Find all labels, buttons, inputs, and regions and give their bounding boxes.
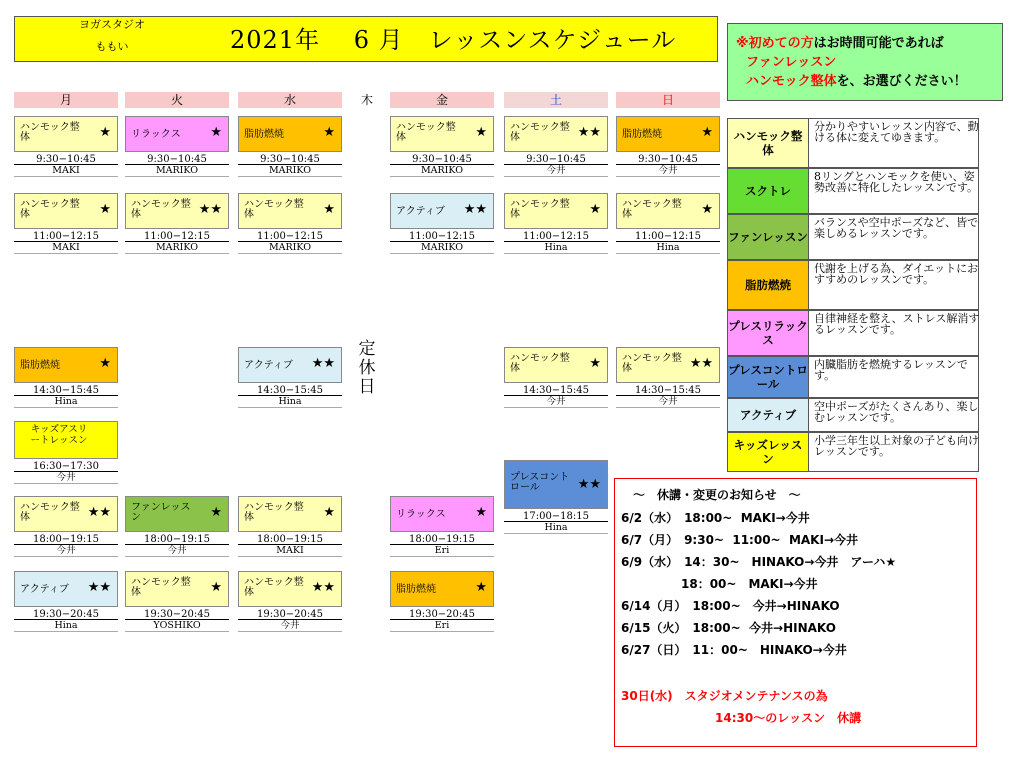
lesson-time: 14:30−15:45 (14, 385, 118, 396)
desc-text: バランスや空中ポーズなど、皆で楽しめるレッスンです。 (814, 216, 979, 240)
change-line: 6/7（月） 9:30~ 11:00~ MAKI→今井 (621, 533, 858, 547)
lesson-instructor: MAKI (14, 166, 118, 177)
notice-fan-lesson: ファンレッスン (746, 55, 837, 70)
desc-row-relax (727, 310, 979, 356)
lesson-time: 9:30−10:45 (504, 154, 608, 165)
lesson-name: ハンモック整体 (510, 199, 570, 220)
maintenance-line: 30日(水) スタジオメンテナンスの為 (621, 689, 828, 703)
star-icon: ★ (99, 202, 111, 217)
star-icon: ★★ (87, 580, 111, 595)
desc-text: 8リングとハンモックを使い、姿勢改善に特化したレッスンです。 (814, 170, 979, 194)
day-header-fri: 金 (390, 92, 494, 108)
lesson-instructor: MARIKO (390, 243, 494, 254)
lesson-time: 11:00−12:15 (14, 231, 118, 242)
lesson-name: ハンモック整体 (20, 122, 80, 143)
star-icon: ★ (701, 202, 713, 217)
desc-row-sukutore (727, 168, 979, 214)
star-icon: ★★ (87, 505, 111, 520)
lesson-name: ハンモック整体 (20, 502, 80, 523)
closed-day-label: 定休日 (358, 339, 376, 397)
change-line: 6/15（火） 18:00~ 今井→HINAKO (621, 621, 836, 635)
lesson-instructor: MARIKO (390, 166, 494, 177)
lesson-instructor: Hina (14, 621, 118, 632)
star-icon: ★★ (577, 477, 601, 492)
lesson-instructor: Hina (238, 397, 342, 408)
lesson-time: 9:30−10:45 (14, 154, 118, 165)
star-icon: ★★ (198, 202, 222, 217)
desc-label: アクティブ (728, 399, 809, 431)
star-icon: ★★ (577, 125, 601, 140)
star-icon: ★ (475, 125, 487, 140)
star-icon: ★ (475, 580, 487, 595)
star-icon: ★★ (689, 356, 713, 371)
star-icon: ★ (323, 125, 335, 140)
change-line: 18：00~ MAKI→今井 (621, 577, 818, 591)
lesson-name: ハンモック整体 (244, 502, 304, 523)
lesson-instructor: MARIKO (125, 243, 229, 254)
lesson-time: 9:30−10:45 (390, 154, 494, 165)
star-icon: ★ (701, 125, 713, 140)
lesson-instructor: 今井 (616, 166, 720, 177)
lesson-time: 14:30−15:45 (616, 385, 720, 396)
change-line: 6/9（水） 14：30~ HINAKO→今井 アーハ★ (621, 555, 897, 569)
star-icon: ★ (210, 505, 222, 520)
lesson-time: 19:30−20:45 (14, 609, 118, 620)
lesson-time: 9:30−10:45 (125, 154, 229, 165)
desc-label: プレスリラックス (728, 311, 809, 355)
star-icon: ★ (589, 356, 601, 371)
lesson-name: ハンモック整体 (244, 199, 304, 220)
lesson-name: アクティブ (396, 206, 445, 217)
day-header-wed: 水 (238, 92, 342, 108)
notice-text-end: を、お選びください！ (836, 74, 967, 89)
lesson-name: ハンモック整体 (622, 199, 682, 220)
lesson-instructor: 今井 (14, 546, 118, 557)
lesson-instructor: 今井 (125, 546, 229, 557)
lesson-name: キッズアスリートレッスン (30, 424, 88, 446)
star-icon: ★ (589, 202, 601, 217)
lesson-name: ハンモック整体 (396, 122, 456, 143)
lesson-name: ハンモック整体 (244, 577, 304, 598)
lesson-time: 18:00−19:15 (125, 534, 229, 545)
lesson-time: 9:30−10:45 (616, 154, 720, 165)
lesson-name: ファンレッスン (131, 502, 191, 523)
desc-label: スクトレ (728, 169, 809, 213)
day-header-thu: 木 (360, 93, 373, 107)
studio-name: ヨガスタジオ (79, 18, 145, 31)
desc-row-hammock (727, 118, 979, 168)
lesson-instructor: MARIKO (238, 243, 342, 254)
desc-row-active (727, 398, 979, 432)
day-header-sat: 土 (504, 92, 608, 108)
desc-text: 自律神経を整え、ストレス解消するレッスンです。 (814, 312, 980, 336)
lesson-instructor: Hina (504, 523, 608, 534)
star-icon: ★ (210, 580, 222, 595)
lesson-instructor: MAKI (238, 546, 342, 557)
lesson-time: 11:00−12:15 (616, 231, 720, 242)
lesson-name: ハンモック整体 (622, 353, 682, 374)
star-icon: ★ (475, 505, 487, 520)
lesson-time: 11:00−12:15 (238, 231, 342, 242)
lesson-instructor: Eri (390, 546, 494, 557)
change-line: 6/14（月） 18:00~ 今井→HINAKO (621, 599, 840, 613)
lesson-name: ハンモック整体 (131, 199, 191, 220)
desc-text: 分かりやすいレッスン内容で、動ける体に変えてゆきます。 (814, 120, 979, 144)
desc-text: 代謝を上げる為、ダイエットにおすすめのレッスンです。 (814, 262, 979, 286)
notice-text: はお時間可能であれば (813, 36, 944, 51)
desc-text: 小学三年生以上対象の子ども向けレッスンです。 (814, 434, 979, 458)
desc-row-fat (727, 260, 979, 310)
lesson-instructor: Hina (14, 397, 118, 408)
desc-row-kids (727, 432, 979, 472)
lesson-name: ハンモック整体 (510, 122, 570, 143)
lesson-name: リラックス (396, 509, 446, 520)
lesson-time: 19:30−20:45 (238, 609, 342, 620)
lesson-time: 14:30−15:45 (504, 385, 608, 396)
lesson-instructor: Hina (504, 243, 608, 254)
desc-text: 空中ポーズがたくさんあり、楽しむレッスンです。 (814, 400, 979, 424)
desc-label: ファンレッスン (728, 215, 809, 259)
lesson-time: 11:00−12:15 (390, 231, 494, 242)
desc-row-control (727, 356, 979, 398)
star-icon: ★★ (311, 580, 335, 595)
star-icon: ★★ (463, 202, 487, 217)
desc-label: プレスコントロール (728, 357, 809, 397)
desc-row-fan (727, 214, 979, 260)
lesson-time: 18:00−19:15 (238, 534, 342, 545)
lesson-instructor: MARIKO (238, 166, 342, 177)
first-time-notice (727, 23, 1003, 101)
day-header-tue: 火 (125, 92, 229, 108)
star-icon: ★ (99, 125, 111, 140)
lesson-instructor: 今井 (14, 473, 118, 484)
star-icon: ★★ (311, 356, 335, 371)
lesson-time: 17:00−18:15 (504, 511, 608, 522)
lesson-name: 脂肪燃焼 (20, 360, 60, 371)
notice-hammock: ハンモック整体 (746, 74, 837, 89)
lesson-name: 脂肪燃焼 (244, 129, 284, 140)
desc-text: 内臓脂肪を燃焼するレッスンです。 (814, 358, 968, 382)
notice-highlight: ※初めての方 (736, 36, 814, 51)
change-line: 6/2（水） 18:00~ MAKI→今井 (621, 511, 810, 525)
lesson-name: 脂肪燃焼 (622, 129, 662, 140)
lesson-name: ハンモック整体 (131, 577, 191, 598)
lesson-instructor: YOSHIKO (125, 621, 229, 632)
lesson-instructor: 今井 (238, 621, 342, 632)
lesson-time: 18:00−19:15 (14, 534, 118, 545)
studio-name-sub: ももい (95, 40, 129, 53)
schedule-change-notice (614, 478, 977, 747)
lesson-time: 9:30−10:45 (238, 154, 342, 165)
lesson-instructor: Eri (390, 621, 494, 632)
lesson-name: アクティブ (244, 360, 293, 371)
page-title: 2021年 6 月 レッスンスケジュール (230, 26, 677, 54)
lesson-instructor: Hina (616, 243, 720, 254)
star-icon: ★ (323, 505, 335, 520)
lesson-time: 19:30−20:45 (125, 609, 229, 620)
lesson-instructor: MAKI (14, 243, 118, 254)
lesson-name: ハンモック整体 (20, 199, 80, 220)
lesson-name: ハンモック整体 (510, 353, 570, 374)
lesson-name: アクティブ (20, 584, 69, 595)
desc-label: 脂肪燃焼 (728, 261, 809, 309)
maintenance-line: 14:30～のレッスン 休講 (715, 711, 862, 725)
star-icon: ★ (323, 202, 335, 217)
day-header-mon: 月 (14, 92, 118, 108)
lesson-time: 16:30−17:30 (14, 461, 118, 472)
lesson-name: プレスコントロール (510, 472, 570, 493)
lesson-time: 11:00−12:15 (125, 231, 229, 242)
desc-label: ハンモック整体 (728, 119, 809, 167)
day-header-sun: 日 (616, 92, 720, 108)
lesson-instructor: 今井 (616, 397, 720, 408)
star-icon: ★ (99, 356, 111, 371)
star-icon: ★ (210, 125, 222, 140)
lesson-time: 11:00−12:15 (504, 231, 608, 242)
lesson-instructor: 今井 (504, 166, 608, 177)
lesson-name: 脂肪燃焼 (396, 584, 436, 595)
desc-label: キッズレッスン (728, 433, 809, 471)
lesson-instructor: 今井 (504, 397, 608, 408)
lesson-time: 18:00−19:15 (390, 534, 494, 545)
change-title: ～ 休講・変更のお知らせ ～ (633, 488, 801, 502)
lesson-time: 14:30−15:45 (238, 385, 342, 396)
lesson-name: リラックス (131, 129, 181, 140)
lesson-instructor: MARIKO (125, 166, 229, 177)
change-line: 6/27（日） 11：00~ HINAKO→今井 (621, 643, 847, 657)
lesson-time: 19:30−20:45 (390, 609, 494, 620)
